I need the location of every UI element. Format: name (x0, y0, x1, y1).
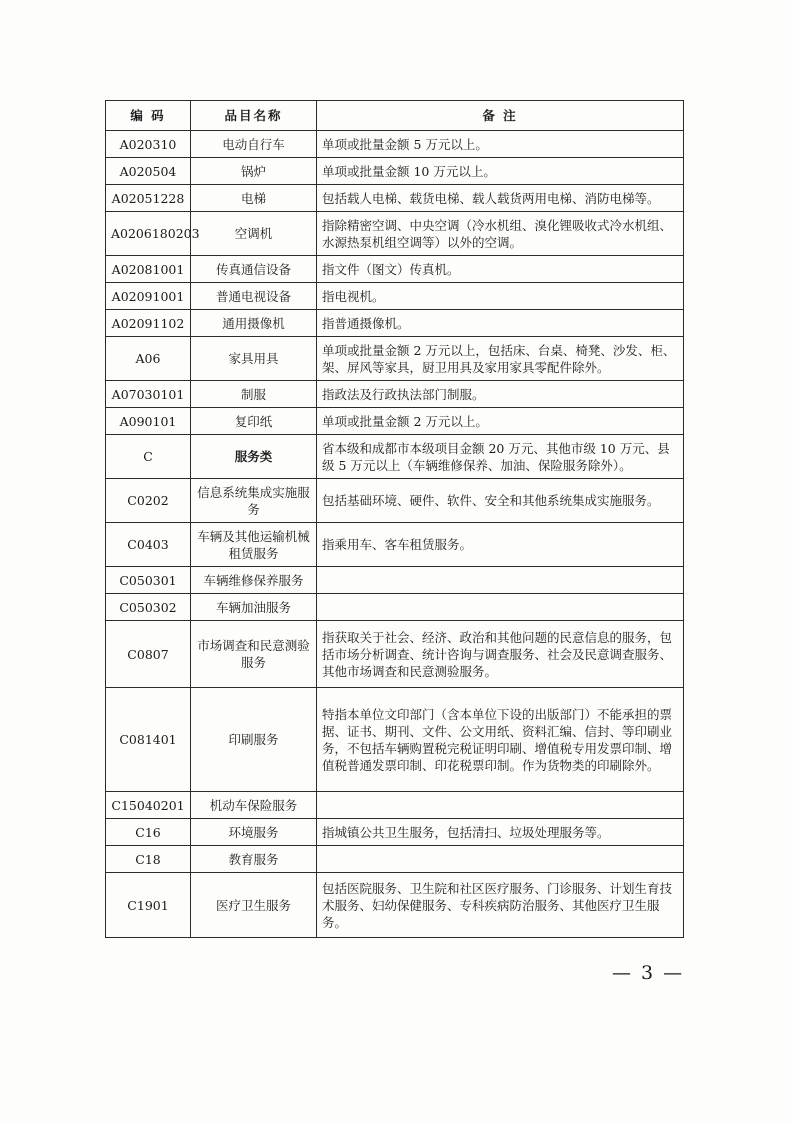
row-code: A020310 (106, 131, 191, 158)
row-code: A020504 (106, 158, 191, 185)
row-code: A06 (106, 337, 191, 381)
table-row (106, 212, 684, 256)
row-name: 教育服务 (191, 846, 317, 873)
row-name: 制服 (191, 381, 317, 408)
row-name: 市场调查和民意测验服务 (191, 621, 317, 688)
row-code: C0202 (106, 479, 191, 523)
row-note: 包括医院服务、卫生院和社区医疗服务、门诊服务、计划生育技术服务、妇幼保健服务、专科疾病防治服务、其他医疗卫生服务。 (317, 873, 684, 938)
procurement-catalog-table (105, 100, 684, 938)
row-name: 锅炉 (191, 158, 317, 185)
row-note: 省本级和成都市本级项目金额 20 万元、其他市级 10 万元、县级 5 万元以上（车辆维修保养、加油、保险服务除外）。 (317, 435, 684, 479)
row-name: 车辆维修保养服务 (191, 567, 317, 594)
row-name: 空调机 (191, 212, 317, 256)
row-note: 指政法及行政执法部门制服。 (317, 381, 684, 408)
row-note: 特指本单位文印部门（含本单位下设的出版部门）不能承担的票据、证书、期刊、文件、公文用纸、资料汇编、信封、等印刷业务，不包括车辆购置税完税证明印刷、增值税专用发票印制、增值税普通发票印制、印花税票印制。作为货物类的印刷除外。 (317, 688, 684, 792)
table-row (106, 846, 684, 873)
row-code: A090101 (106, 408, 191, 435)
row-note (317, 567, 684, 594)
table-row (106, 621, 684, 688)
row-code: C050301 (106, 567, 191, 594)
table-row (106, 185, 684, 212)
row-note (317, 594, 684, 621)
row-name: 家具用具 (191, 337, 317, 381)
row-note (317, 792, 684, 819)
row-note: 指城镇公共卫生服务，包括清扫、垃圾处理服务等。 (317, 819, 684, 846)
row-note (317, 846, 684, 873)
row-name: 车辆及其他运输机械租赁服务 (191, 523, 317, 567)
row-note: 单项或批量金额 2 万元以上。 (317, 408, 684, 435)
row-note: 指电视机。 (317, 283, 684, 310)
row-note: 包括载人电梯、载货电梯、载人载货两用电梯、消防电梯等。 (317, 185, 684, 212)
row-name: 传真通信设备 (191, 256, 317, 283)
table-row (106, 873, 684, 938)
row-name: 复印纸 (191, 408, 317, 435)
row-code: A0206180203 (106, 212, 191, 256)
table-row (106, 158, 684, 185)
row-name: 机动车保险服务 (191, 792, 317, 819)
table-row (106, 594, 684, 621)
row-note: 指文件（图文）传真机。 (317, 256, 684, 283)
row-name: 普通电视设备 (191, 283, 317, 310)
row-code: A02051228 (106, 185, 191, 212)
row-code: C0807 (106, 621, 191, 688)
row-code: C15040201 (106, 792, 191, 819)
table-header-row (106, 101, 684, 131)
row-code: C18 (106, 846, 191, 873)
row-name: 印刷服务 (191, 688, 317, 792)
row-note: 指普通摄像机。 (317, 310, 684, 337)
row-note: 指获取关于社会、经济、政治和其他问题的民意信息的服务，包括市场分析调查、统计咨询与调查服务、社会及民意调查服务、其他市场调查和民意测验服务。 (317, 621, 684, 688)
table-row (106, 381, 684, 408)
row-note: 指乘用车、客车租赁服务。 (317, 523, 684, 567)
row-name: 通用摄像机 (191, 310, 317, 337)
header-code: 编 码 (106, 101, 191, 131)
table-row (106, 337, 684, 381)
row-code: A02081001 (106, 256, 191, 283)
row-name: 信息系统集成实施服务 (191, 479, 317, 523)
row-name: 医疗卫生服务 (191, 873, 317, 938)
table-row (106, 256, 684, 283)
page-number: — 3 — (612, 962, 685, 984)
row-note: 包括基础环境、硬件、软件、安全和其他系统集成实施服务。 (317, 479, 684, 523)
table-row (106, 435, 684, 479)
row-note: 单项或批量金额 10 万元以上。 (317, 158, 684, 185)
row-code: C (106, 435, 191, 479)
row-code: C081401 (106, 688, 191, 792)
table-row (106, 283, 684, 310)
row-note: 指除精密空调、中央空调（冷水机组、溴化锂吸收式冷水机组、水源热泵机组空调等）以外的空调。 (317, 212, 684, 256)
row-code: C0403 (106, 523, 191, 567)
header-note: 备 注 (317, 101, 684, 131)
row-name: 电动自行车 (191, 131, 317, 158)
table-row (106, 523, 684, 567)
table-row (106, 688, 684, 792)
row-name: 服务类 (191, 435, 317, 479)
table-row (106, 479, 684, 523)
header-name: 品目名称 (191, 101, 317, 131)
table-row (106, 408, 684, 435)
table-row (106, 567, 684, 594)
row-code: C050302 (106, 594, 191, 621)
row-code: C16 (106, 819, 191, 846)
row-name: 电梯 (191, 185, 317, 212)
row-code: A02091102 (106, 310, 191, 337)
row-name: 车辆加油服务 (191, 594, 317, 621)
row-name: 环境服务 (191, 819, 317, 846)
row-code: C1901 (106, 873, 191, 938)
row-code: A02091001 (106, 283, 191, 310)
table-row (106, 310, 684, 337)
table-row (106, 792, 684, 819)
table-row (106, 819, 684, 846)
row-note: 单项或批量金额 5 万元以上。 (317, 131, 684, 158)
table-row (106, 131, 684, 158)
row-note: 单项或批量金额 2 万元以上，包括床、台桌、椅凳、沙发、柜、架、屏风等家具，厨卫用具及家用家具零配件除外。 (317, 337, 684, 381)
row-code: A07030101 (106, 381, 191, 408)
